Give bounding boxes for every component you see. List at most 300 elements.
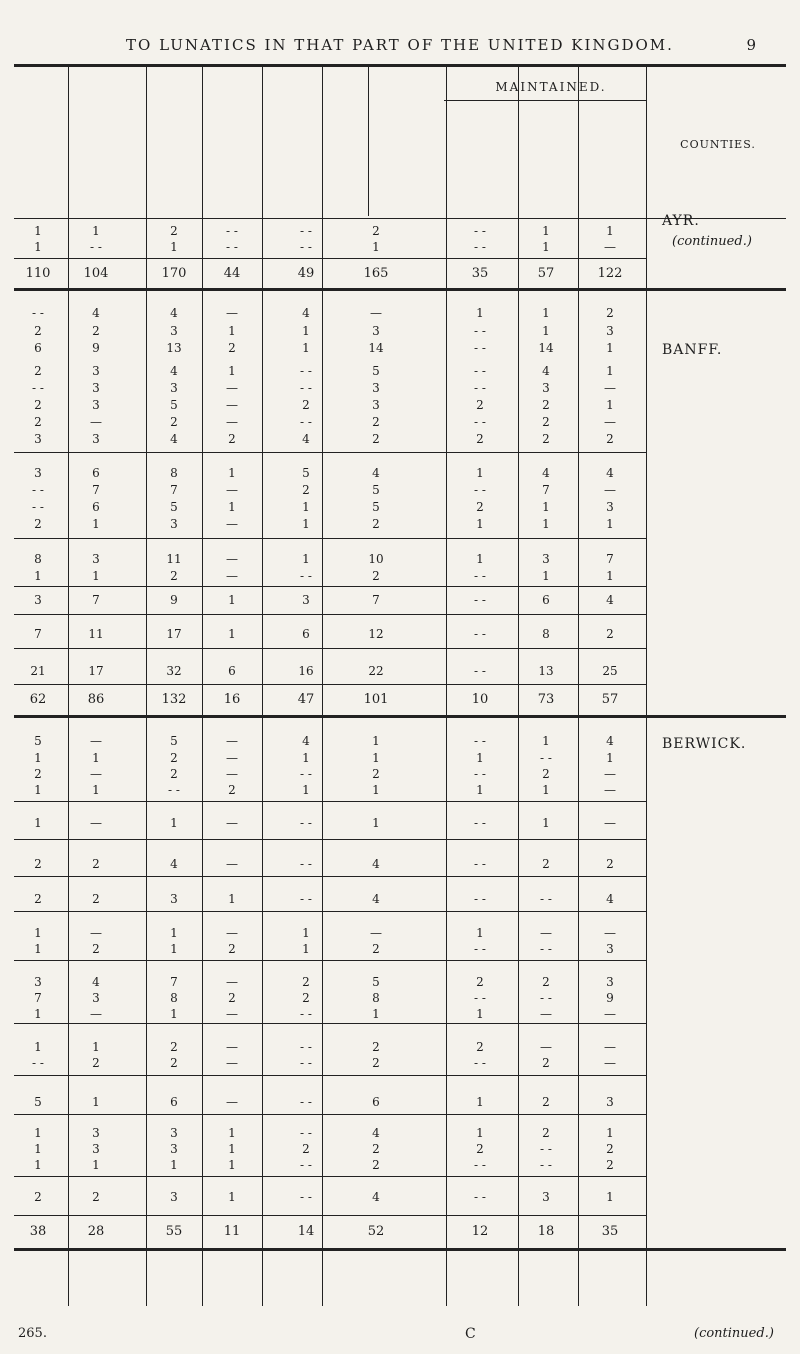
table-cell: 3 — [34, 432, 42, 446]
table-cell: 2 — [92, 324, 100, 338]
table-cell: 1 — [302, 324, 310, 338]
table-cell: 3 — [170, 1126, 178, 1140]
table-cell: 3 — [92, 364, 100, 378]
table-cell: - - — [474, 1056, 486, 1070]
table-cell: — — [540, 926, 552, 940]
table-cell: 1 — [170, 942, 178, 956]
table-cell: - - — [226, 240, 238, 254]
table-cell: - - — [300, 892, 312, 906]
table-cell: 1 — [228, 500, 236, 514]
table-cell: 5 — [34, 1095, 42, 1109]
table-cell: 2 — [606, 432, 614, 446]
table-cell: 2 — [34, 364, 42, 378]
table-cell: 9 — [606, 991, 614, 1005]
table-cell: 6 — [302, 627, 310, 641]
table-cell: 1 — [302, 517, 310, 531]
table-cell: 17 — [166, 627, 182, 641]
table-cell: 32 — [166, 664, 182, 678]
table-cell: 1 — [228, 892, 236, 906]
table-cell: 1 — [542, 240, 550, 254]
table-cell: — — [226, 415, 238, 429]
table-cell: - - — [32, 381, 44, 395]
table-cell: 13 — [538, 664, 554, 678]
table-cell: 1 — [606, 224, 614, 238]
rule-horizontal — [14, 715, 786, 718]
table-cell: 13 — [166, 341, 182, 355]
table-cell: 2 — [170, 415, 178, 429]
table-cell: 1 — [170, 926, 178, 940]
table-cell: 1 — [228, 1158, 236, 1172]
table-cell: — — [604, 1007, 616, 1021]
rule-horizontal — [14, 1176, 646, 1177]
table-cell: 1 — [302, 500, 310, 514]
total-cell: 35 — [601, 1224, 619, 1239]
statistics-table — [14, 60, 786, 1318]
rule-horizontal — [14, 801, 646, 802]
table-cell: 4 — [170, 857, 178, 871]
table-cell: — — [226, 1056, 238, 1070]
table-cell: 2 — [372, 224, 380, 238]
table-cell: 2 — [606, 627, 614, 641]
table-cell: - - — [300, 415, 312, 429]
table-cell: 1 — [542, 816, 550, 830]
table-cell: 2 — [302, 975, 310, 989]
table-cell: 5 — [170, 500, 178, 514]
table-cell: 3 — [170, 1142, 178, 1156]
table-cell: - - — [474, 324, 486, 338]
table-cell: 2 — [170, 569, 178, 583]
table-cell: 3 — [606, 324, 614, 338]
table-cell: 2 — [228, 783, 236, 797]
table-cell: 3 — [170, 1190, 178, 1204]
table-cell: 1 — [170, 1007, 178, 1021]
rule-vertical — [446, 66, 447, 1306]
rule-horizontal — [14, 1215, 646, 1216]
table-cell: 1 — [34, 942, 42, 956]
table-cell: 2 — [228, 341, 236, 355]
table-cell: 2 — [302, 1142, 310, 1156]
table-cell: — — [604, 767, 616, 781]
table-cell: — — [90, 767, 102, 781]
total-cell: 49 — [297, 266, 315, 281]
table-cell: 5 — [170, 398, 178, 412]
table-cell: 1 — [92, 224, 100, 238]
table-cell: 1 — [34, 1007, 42, 1021]
table-cell: 1 — [476, 926, 484, 940]
table-cell: - - — [300, 1007, 312, 1021]
table-cell: 2 — [34, 892, 42, 906]
table-cell: — — [226, 751, 238, 765]
table-cell: — — [226, 857, 238, 871]
table-cell: 2 — [372, 942, 380, 956]
table-cell: 1 — [606, 517, 614, 531]
table-cell: 4 — [302, 734, 310, 748]
table-cell: 1 — [476, 517, 484, 531]
table-cell: 2 — [170, 1040, 178, 1054]
table-cell: 12 — [368, 627, 384, 641]
table-cell: 2 — [542, 1056, 550, 1070]
table-cell: 1 — [170, 816, 178, 830]
table-cell: 2 — [372, 1040, 380, 1054]
table-cell: 2 — [34, 857, 42, 871]
table-cell: 2 — [228, 942, 236, 956]
total-cell: 16 — [223, 692, 241, 707]
table-cell: 3 — [372, 381, 380, 395]
table-cell: — — [226, 306, 238, 320]
table-cell: 1 — [228, 466, 236, 480]
table-cell: 2 — [542, 857, 550, 871]
running-head: TO LUNATICS IN THAT PART OF THE UNITED KINGDOM. — [126, 36, 674, 54]
maintained-title: MAINTAINED. — [495, 80, 607, 94]
table-cell: — — [226, 926, 238, 940]
table-cell: 2 — [34, 415, 42, 429]
table-cell: 1 — [606, 398, 614, 412]
table-cell: 7 — [34, 991, 42, 1005]
table-cell: 2 — [372, 1158, 380, 1172]
table-cell: 4 — [542, 364, 550, 378]
table-cell: 1 — [34, 224, 42, 238]
table-cell: 5 — [34, 734, 42, 748]
county-ayr: AYR. — [662, 213, 700, 229]
table-cell: — — [226, 975, 238, 989]
counties-header: COUNTIES. — [680, 138, 756, 151]
table-cell: - - — [474, 341, 486, 355]
table-cell: 3 — [170, 517, 178, 531]
table-cell: 4 — [372, 466, 380, 480]
table-cell: 2 — [92, 1190, 100, 1204]
table-cell: - - — [300, 1158, 312, 1172]
table-cell: - - — [300, 1056, 312, 1070]
table-cell: 3 — [34, 466, 42, 480]
table-cell: 1 — [372, 783, 380, 797]
table-cell: - - — [32, 500, 44, 514]
table-cell: 4 — [302, 432, 310, 446]
table-cell: 5 — [372, 483, 380, 497]
table-cell: 1 — [372, 816, 380, 830]
table-cell: 1 — [228, 1126, 236, 1140]
table-cell: 1 — [92, 783, 100, 797]
table-cell: 2 — [302, 991, 310, 1005]
table-cell: 1 — [542, 517, 550, 531]
rule-vertical — [262, 66, 263, 1306]
table-cell: - - — [474, 664, 486, 678]
table-cell: 3 — [542, 381, 550, 395]
table-cell: 1 — [170, 1158, 178, 1172]
table-cell: 3 — [92, 1142, 100, 1156]
table-cell: — — [370, 306, 382, 320]
total-cell: 101 — [363, 692, 389, 707]
table-cell: — — [226, 1007, 238, 1021]
rule-horizontal — [14, 960, 646, 961]
total-cell: 73 — [537, 692, 555, 707]
table-cell: - - — [474, 734, 486, 748]
table-cell: 1 — [606, 341, 614, 355]
table-cell: 5 — [372, 975, 380, 989]
table-cell: 1 — [92, 1158, 100, 1172]
table-cell: - - — [300, 1126, 312, 1140]
table-cell: - - — [300, 364, 312, 378]
table-cell: 1 — [606, 364, 614, 378]
table-cell: 2 — [170, 751, 178, 765]
table-cell: 4 — [606, 734, 614, 748]
table-cell: 3 — [34, 975, 42, 989]
table-cell: 1 — [372, 751, 380, 765]
table-cell: - - — [474, 364, 486, 378]
table-cell: 2 — [372, 1056, 380, 1070]
table-cell: 6 — [228, 664, 236, 678]
total-cell: 38 — [29, 1224, 47, 1239]
table-cell: — — [226, 381, 238, 395]
table-cell: 2 — [92, 1056, 100, 1070]
table-cell: 4 — [302, 306, 310, 320]
table-cell: - - — [474, 569, 486, 583]
table-cell: 3 — [92, 432, 100, 446]
table-cell: - - — [474, 857, 486, 871]
table-cell: 1 — [302, 783, 310, 797]
table-cell: - - — [540, 1142, 552, 1156]
table-cell: 1 — [228, 593, 236, 607]
rule-horizontal — [14, 1114, 646, 1115]
table-cell: 2 — [542, 432, 550, 446]
table-cell: 2 — [476, 1040, 484, 1054]
table-cell: 1 — [606, 1190, 614, 1204]
table-cell: - - — [474, 991, 486, 1005]
table-cell: 2 — [476, 975, 484, 989]
table-cell: 2 — [606, 1142, 614, 1156]
table-cell: - - — [474, 240, 486, 254]
total-cell: 86 — [87, 692, 105, 707]
total-cell: 110 — [25, 266, 51, 281]
table-cell: 4 — [606, 466, 614, 480]
table-cell: - - — [32, 306, 44, 320]
table-cell: 6 — [542, 593, 550, 607]
rule-vertical — [578, 66, 579, 1306]
county-berwick: BERWICK. — [662, 736, 747, 752]
table-cell: 4 — [170, 432, 178, 446]
table-cell: - - — [300, 767, 312, 781]
table-cell: 2 — [92, 942, 100, 956]
table-cell: 1 — [228, 627, 236, 641]
table-cell: 1 — [302, 552, 310, 566]
table-cell: 9 — [170, 593, 178, 607]
table-cell: 2 — [476, 500, 484, 514]
total-cell: 14 — [297, 1224, 315, 1239]
table-cell: 14 — [368, 341, 384, 355]
table-cell: — — [90, 1007, 102, 1021]
table-cell: 1 — [34, 1158, 42, 1172]
table-cell: 3 — [606, 1095, 614, 1109]
table-cell: 7 — [170, 975, 178, 989]
total-cell: 55 — [165, 1224, 183, 1239]
table-cell: — — [604, 1056, 616, 1070]
table-cell: 4 — [606, 892, 614, 906]
table-cell: 1 — [92, 1040, 100, 1054]
table-cell: 16 — [298, 664, 314, 678]
table-cell: 6 — [92, 466, 100, 480]
table-cell: 3 — [34, 593, 42, 607]
table-cell: — — [604, 783, 616, 797]
total-cell: 44 — [223, 266, 241, 281]
table-cell: 2 — [542, 398, 550, 412]
table-cell: - - — [300, 381, 312, 395]
total-cell: 122 — [597, 266, 623, 281]
table-cell: 1 — [542, 569, 550, 583]
table-cell: 3 — [606, 500, 614, 514]
total-cell: 132 — [161, 692, 187, 707]
table-cell: 17 — [88, 664, 104, 678]
table-cell: — — [226, 767, 238, 781]
table-cell: 8 — [170, 991, 178, 1005]
table-cell: 1 — [542, 734, 550, 748]
table-cell: 2 — [372, 415, 380, 429]
table-cell: - - — [474, 816, 486, 830]
page-number: 9 — [746, 36, 756, 54]
table-cell: — — [604, 1040, 616, 1054]
table-cell: 1 — [228, 1142, 236, 1156]
total-cell: 11 — [223, 1224, 241, 1239]
table-cell: 8 — [372, 991, 380, 1005]
rule-vertical — [646, 66, 647, 1306]
rule-horizontal — [14, 614, 646, 615]
table-cell: 1 — [34, 569, 42, 583]
rule-horizontal — [14, 911, 646, 912]
table-cell: 1 — [34, 1142, 42, 1156]
table-cell: - - — [474, 1190, 486, 1204]
rule-horizontal — [14, 1023, 646, 1024]
table-cell: 3 — [170, 892, 178, 906]
table-cell: 2 — [542, 767, 550, 781]
table-cell: 4 — [170, 306, 178, 320]
table-cell: 7 — [372, 593, 380, 607]
table-cell: — — [604, 240, 616, 254]
table-cell: 1 — [606, 1126, 614, 1140]
table-cell: - - — [32, 1056, 44, 1070]
rule-horizontal — [14, 64, 786, 67]
rule-horizontal — [444, 100, 646, 101]
table-cell: 3 — [170, 381, 178, 395]
table-cell: 1 — [372, 734, 380, 748]
table-cell: 2 — [170, 767, 178, 781]
total-cell: 12 — [471, 1224, 489, 1239]
table-cell: 8 — [542, 627, 550, 641]
table-cell: 1 — [228, 364, 236, 378]
table-cell: 2 — [34, 398, 42, 412]
total-cell: 165 — [363, 266, 389, 281]
table-cell: 7 — [542, 483, 550, 497]
table-cell: 2 — [542, 975, 550, 989]
table-cell: 4 — [372, 1126, 380, 1140]
total-cell: 170 — [161, 266, 187, 281]
table-cell: - - — [300, 857, 312, 871]
table-cell: — — [226, 398, 238, 412]
table-cell: — — [604, 483, 616, 497]
table-cell: 2 — [542, 415, 550, 429]
table-cell: 1 — [542, 783, 550, 797]
table-cell: 2 — [372, 1142, 380, 1156]
table-cell: 3 — [92, 381, 100, 395]
table-cell: 2 — [542, 1095, 550, 1109]
table-cell: 11 — [88, 627, 104, 641]
rule-horizontal — [14, 648, 646, 649]
table-cell: 1 — [606, 751, 614, 765]
rule-horizontal — [14, 839, 646, 840]
table-cell: 8 — [170, 466, 178, 480]
table-cell: — — [90, 926, 102, 940]
table-cell: - - — [300, 816, 312, 830]
table-cell: 3 — [92, 398, 100, 412]
table-cell: 7 — [92, 593, 100, 607]
table-cell: - - — [474, 627, 486, 641]
table-cell: 2 — [542, 1126, 550, 1140]
total-cell: 10 — [471, 692, 489, 707]
table-cell: 2 — [228, 432, 236, 446]
total-cell: 104 — [83, 266, 109, 281]
table-cell: 4 — [372, 1190, 380, 1204]
table-cell: — — [226, 1040, 238, 1054]
total-cell: 62 — [29, 692, 47, 707]
table-cell: 4 — [170, 364, 178, 378]
table-cell: 2 — [170, 224, 178, 238]
rule-horizontal — [14, 1248, 786, 1251]
county-ayr-subtitle: (continued.) — [672, 234, 752, 249]
table-cell: 1 — [476, 783, 484, 797]
table-cell: 1 — [476, 751, 484, 765]
table-cell: 11 — [166, 552, 182, 566]
footer-number: 265. — [18, 1326, 47, 1341]
table-cell: 7 — [92, 483, 100, 497]
table-cell: - - — [32, 483, 44, 497]
table-cell: — — [604, 415, 616, 429]
rule-horizontal — [14, 538, 646, 539]
table-cell: 2 — [372, 432, 380, 446]
table-cell: - - — [300, 569, 312, 583]
table-cell: 1 — [302, 926, 310, 940]
table-cell: 4 — [372, 857, 380, 871]
table-cell: 3 — [542, 552, 550, 566]
table-cell: - - — [474, 483, 486, 497]
table-cell: 2 — [606, 1158, 614, 1172]
table-cell: 3 — [302, 593, 310, 607]
table-cell: — — [604, 381, 616, 395]
table-cell: 1 — [476, 466, 484, 480]
table-cell: 2 — [302, 483, 310, 497]
table-cell: - - — [300, 240, 312, 254]
table-cell: — — [604, 926, 616, 940]
table-cell: 1 — [228, 1190, 236, 1204]
table-cell: 25 — [602, 664, 618, 678]
table-cell: — — [90, 415, 102, 429]
table-cell: - - — [300, 1190, 312, 1204]
table-cell: 2 — [228, 991, 236, 1005]
table-cell: 2 — [170, 1056, 178, 1070]
table-cell: 2 — [34, 767, 42, 781]
table-cell: 2 — [476, 1142, 484, 1156]
table-cell: 1 — [302, 341, 310, 355]
rule-vertical — [368, 66, 369, 216]
table-cell: - - — [540, 892, 552, 906]
table-cell: - - — [474, 593, 486, 607]
county-banff: BANFF. — [662, 342, 723, 358]
table-cell: 1 — [92, 1095, 100, 1109]
table-cell: 5 — [372, 364, 380, 378]
table-cell: 1 — [34, 926, 42, 940]
table-cell: — — [604, 816, 616, 830]
table-cell: — — [226, 569, 238, 583]
table-cell: 1 — [542, 224, 550, 238]
table-cell: 3 — [542, 1190, 550, 1204]
rule-horizontal — [14, 258, 646, 259]
table-cell: - - — [474, 892, 486, 906]
